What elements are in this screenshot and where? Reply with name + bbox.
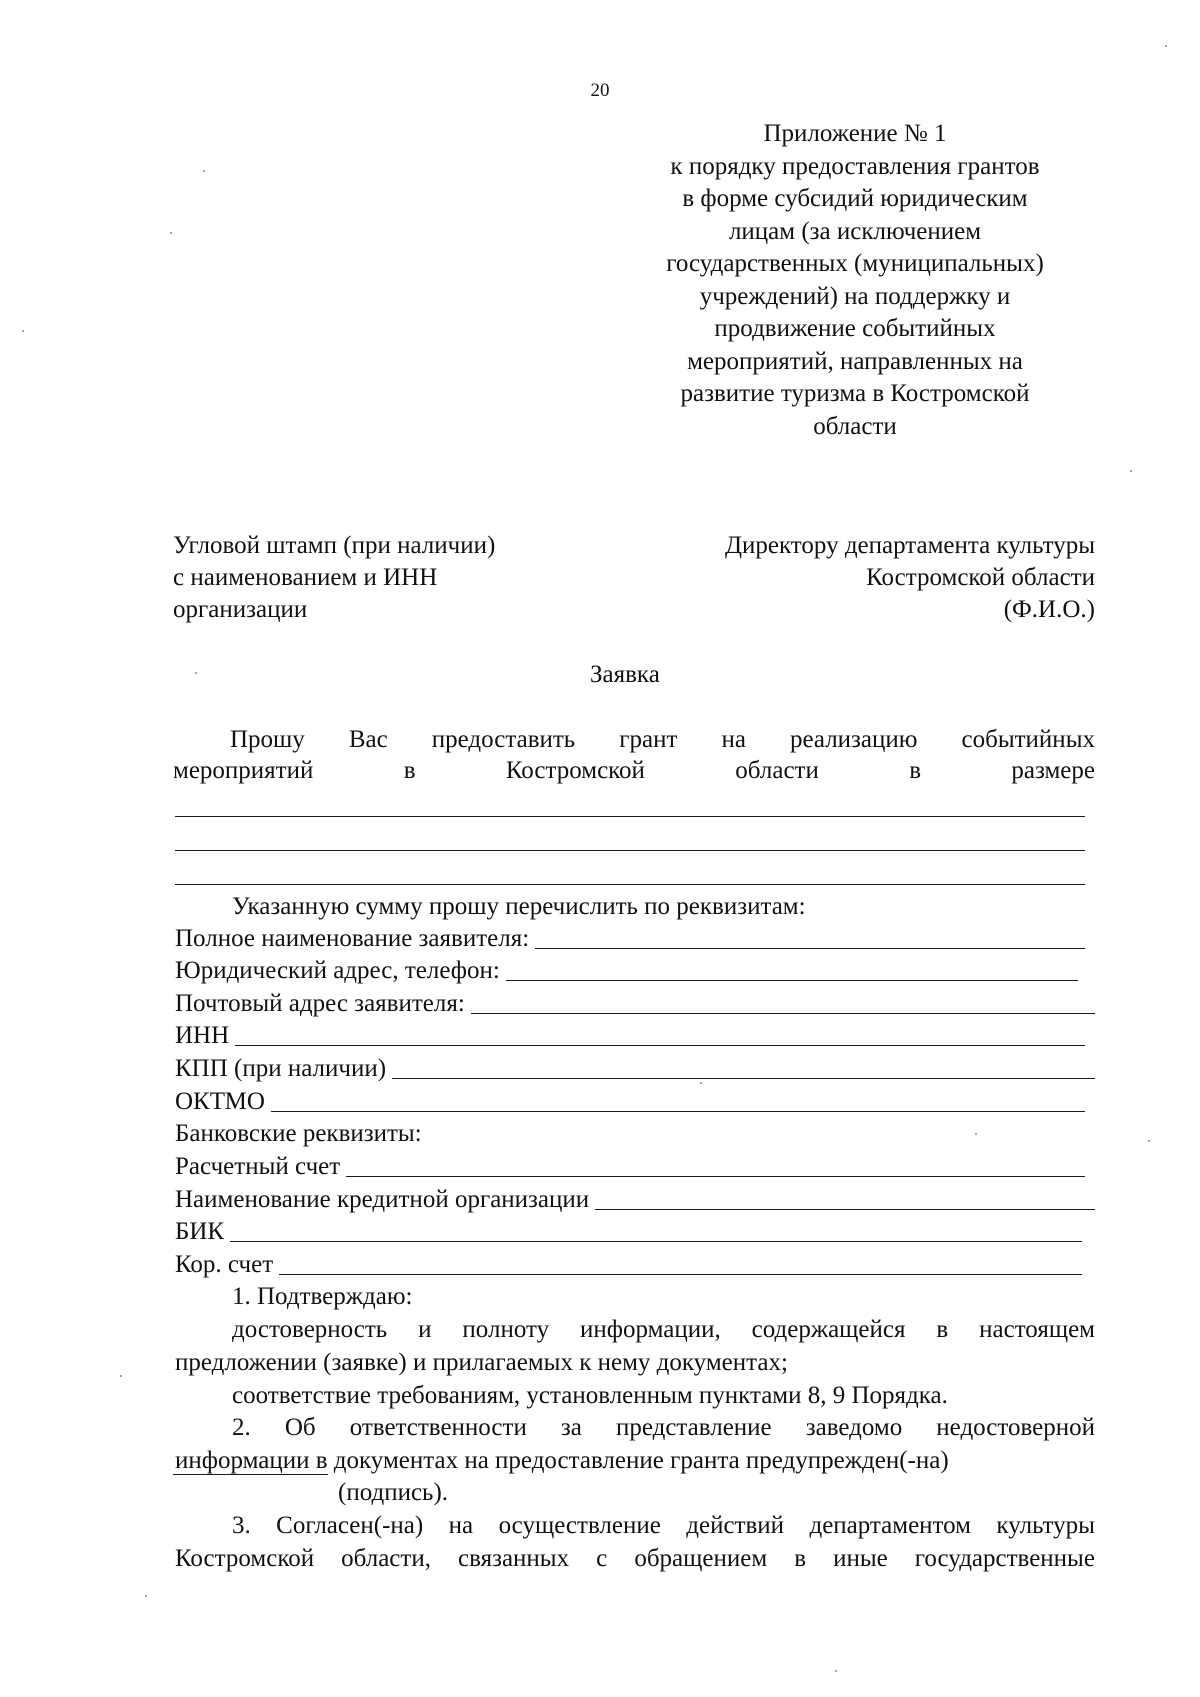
field-label: Полное наименование заявителя:	[175, 925, 530, 952]
word: обращением	[634, 1545, 768, 1572]
word: Об	[284, 1414, 316, 1441]
word: Прошу	[230, 726, 305, 753]
responsibility-line-2: информации в документах на предоставление гранта предупрежден(-на)	[175, 1447, 949, 1474]
bik-input-line[interactable]	[230, 1241, 1082, 1242]
field-label: Почтовый адрес заявителя:	[175, 990, 465, 1017]
word: грант	[619, 726, 678, 753]
account-input-line[interactable]	[346, 1176, 1085, 1177]
oktmo-field	[175, 1087, 1085, 1117]
legal-address-field	[175, 956, 1078, 986]
word: осуществление	[498, 1512, 661, 1539]
appendix-line: мероприятий, направленных на	[687, 347, 1023, 375]
confirm-line-3: соответствие требованиям, установленным пунктами 8, 9 Порядка.	[232, 1382, 948, 1409]
word: области,	[341, 1545, 431, 1572]
document-title: Заявка	[590, 661, 660, 688]
field-label: Юридический адрес, телефон:	[175, 957, 500, 984]
word: в	[794, 1545, 807, 1572]
word: 3.	[232, 1512, 251, 1539]
scan-speck	[1148, 1140, 1150, 1142]
word: связанных	[458, 1545, 570, 1572]
page-number: 20	[590, 80, 610, 101]
field-label: КПП (при наличии)	[175, 1055, 387, 1082]
requisites-intro: Указанную сумму прошу перечислить по реквизитам:	[232, 893, 806, 920]
legal-address-input-line[interactable]	[506, 980, 1078, 981]
scan-speck	[170, 232, 172, 234]
word: достоверность	[232, 1316, 388, 1343]
field-label: Кор. счет	[175, 1251, 274, 1278]
word: иные	[833, 1545, 888, 1572]
inn-field	[175, 1021, 1085, 1051]
postal-address-input-line[interactable]	[471, 1013, 1095, 1014]
scan-speck	[835, 1670, 837, 1672]
word: размере	[1011, 757, 1095, 784]
stamp-line: организации	[173, 596, 308, 623]
scan-speck	[203, 170, 205, 172]
appendix-line: учреждений) на поддержку и	[699, 282, 1011, 310]
word: представление	[615, 1414, 772, 1441]
bik-field	[175, 1217, 1082, 1247]
word: области	[735, 757, 819, 784]
full-name-input-line[interactable]	[535, 948, 1085, 949]
appendix-line: в форме субсидий юридическим	[682, 185, 1028, 212]
kpp-field	[175, 1054, 1095, 1084]
amount-blank-line[interactable]	[175, 816, 1085, 817]
word: полноту	[462, 1316, 550, 1343]
responsibility-line-1	[232, 1413, 1095, 1443]
word: действий	[686, 1512, 785, 1539]
word: в	[403, 757, 416, 784]
word: и	[418, 1316, 432, 1343]
field-label: Расчетный счет	[175, 1153, 341, 1180]
scan-speck	[195, 672, 197, 674]
field-label: ОКТМО	[175, 1088, 265, 1115]
word: недостоверной	[936, 1414, 1095, 1441]
word: с	[596, 1545, 608, 1572]
bank-name-field	[175, 1185, 1095, 1215]
word: мероприятий	[173, 757, 314, 784]
bank-name-input-line[interactable]	[595, 1209, 1095, 1210]
amount-blank-line[interactable]	[175, 884, 1085, 885]
request-line-1	[230, 725, 1095, 755]
kpp-input-line[interactable]	[392, 1078, 1095, 1079]
scan-speck	[120, 1375, 122, 1377]
scan-speck	[1130, 470, 1132, 472]
scan-speck	[700, 1082, 702, 1084]
word: ответственности	[349, 1414, 527, 1441]
confirm-line-2: предложении (заявке) и прилагаемых к нему документах;	[175, 1349, 788, 1376]
account-field	[175, 1152, 1085, 1182]
addressee-line: Директору департамента культуры	[724, 532, 1095, 559]
corner-stamp-note	[173, 530, 593, 626]
word: настоящем	[979, 1316, 1095, 1343]
confirm-line-1	[232, 1315, 1095, 1345]
word: событийных	[961, 726, 1095, 753]
word: государственные	[914, 1545, 1095, 1572]
word: на	[448, 1512, 474, 1539]
consent-line-2	[175, 1544, 1095, 1574]
word: Костромской	[175, 1545, 315, 1572]
inn-input-line[interactable]	[235, 1045, 1085, 1046]
appendix-header	[640, 118, 1070, 443]
appendix-line: Приложение № 1	[763, 120, 947, 147]
word: на	[721, 726, 746, 753]
word: заведомо	[805, 1414, 903, 1441]
word: Согласен(-на)	[276, 1512, 424, 1539]
full-name-field	[175, 924, 1085, 954]
appendix-line: государственных (муниципальных)	[666, 250, 1044, 277]
word: департаментом	[809, 1512, 971, 1539]
word: в	[909, 757, 922, 784]
amount-blank-line[interactable]	[175, 850, 1085, 851]
consent-line-1	[232, 1511, 1095, 1541]
bank-requisites-heading: Банковские реквизиты:	[175, 1120, 422, 1147]
postal-address-field	[175, 989, 1095, 1019]
appendix-line: продвижение событийных	[714, 315, 996, 342]
word: предоставить	[431, 726, 576, 753]
addressee-line: Костромской области	[866, 564, 1095, 591]
corr-account-field	[175, 1250, 1082, 1280]
scan-speck	[145, 1595, 147, 1597]
addressee-block	[600, 530, 1095, 626]
appendix-line: развитие туризма в Костромской	[680, 380, 1030, 407]
stamp-line: Угловой штамп (при наличии)	[173, 532, 496, 559]
oktmo-input-line[interactable]	[271, 1111, 1085, 1112]
word: Костромской	[505, 757, 645, 784]
field-label: БИК	[175, 1218, 225, 1245]
scan-speck	[975, 1133, 977, 1135]
stamp-line: с наименованием и ИНН	[173, 564, 438, 591]
corr-account-input-line[interactable]	[279, 1274, 1082, 1275]
signature-line[interactable]	[173, 1474, 328, 1475]
word: культуры	[996, 1512, 1095, 1539]
appendix-line: лицам (за исключением	[728, 217, 982, 245]
word: за	[560, 1414, 582, 1441]
addressee-line: (Ф.И.О.)	[1003, 596, 1095, 623]
word: информации,	[580, 1316, 721, 1343]
word: содержащейся	[751, 1316, 906, 1343]
word: реализацию	[789, 726, 918, 753]
field-label: Наименование кредитной организации	[175, 1186, 590, 1213]
confirm-heading: 1. Подтверждаю:	[232, 1283, 413, 1310]
signature-caption: (подпись).	[338, 1479, 449, 1506]
scan-speck	[22, 330, 24, 332]
scan-speck	[1165, 45, 1167, 47]
word: 2.	[232, 1414, 251, 1441]
appendix-line: области	[813, 412, 897, 440]
word: Вас	[348, 726, 388, 753]
field-label: ИНН	[175, 1022, 230, 1049]
request-line-2	[173, 756, 1095, 786]
word: в	[936, 1316, 949, 1343]
appendix-line: к порядку предоставления грантов	[670, 152, 1040, 180]
